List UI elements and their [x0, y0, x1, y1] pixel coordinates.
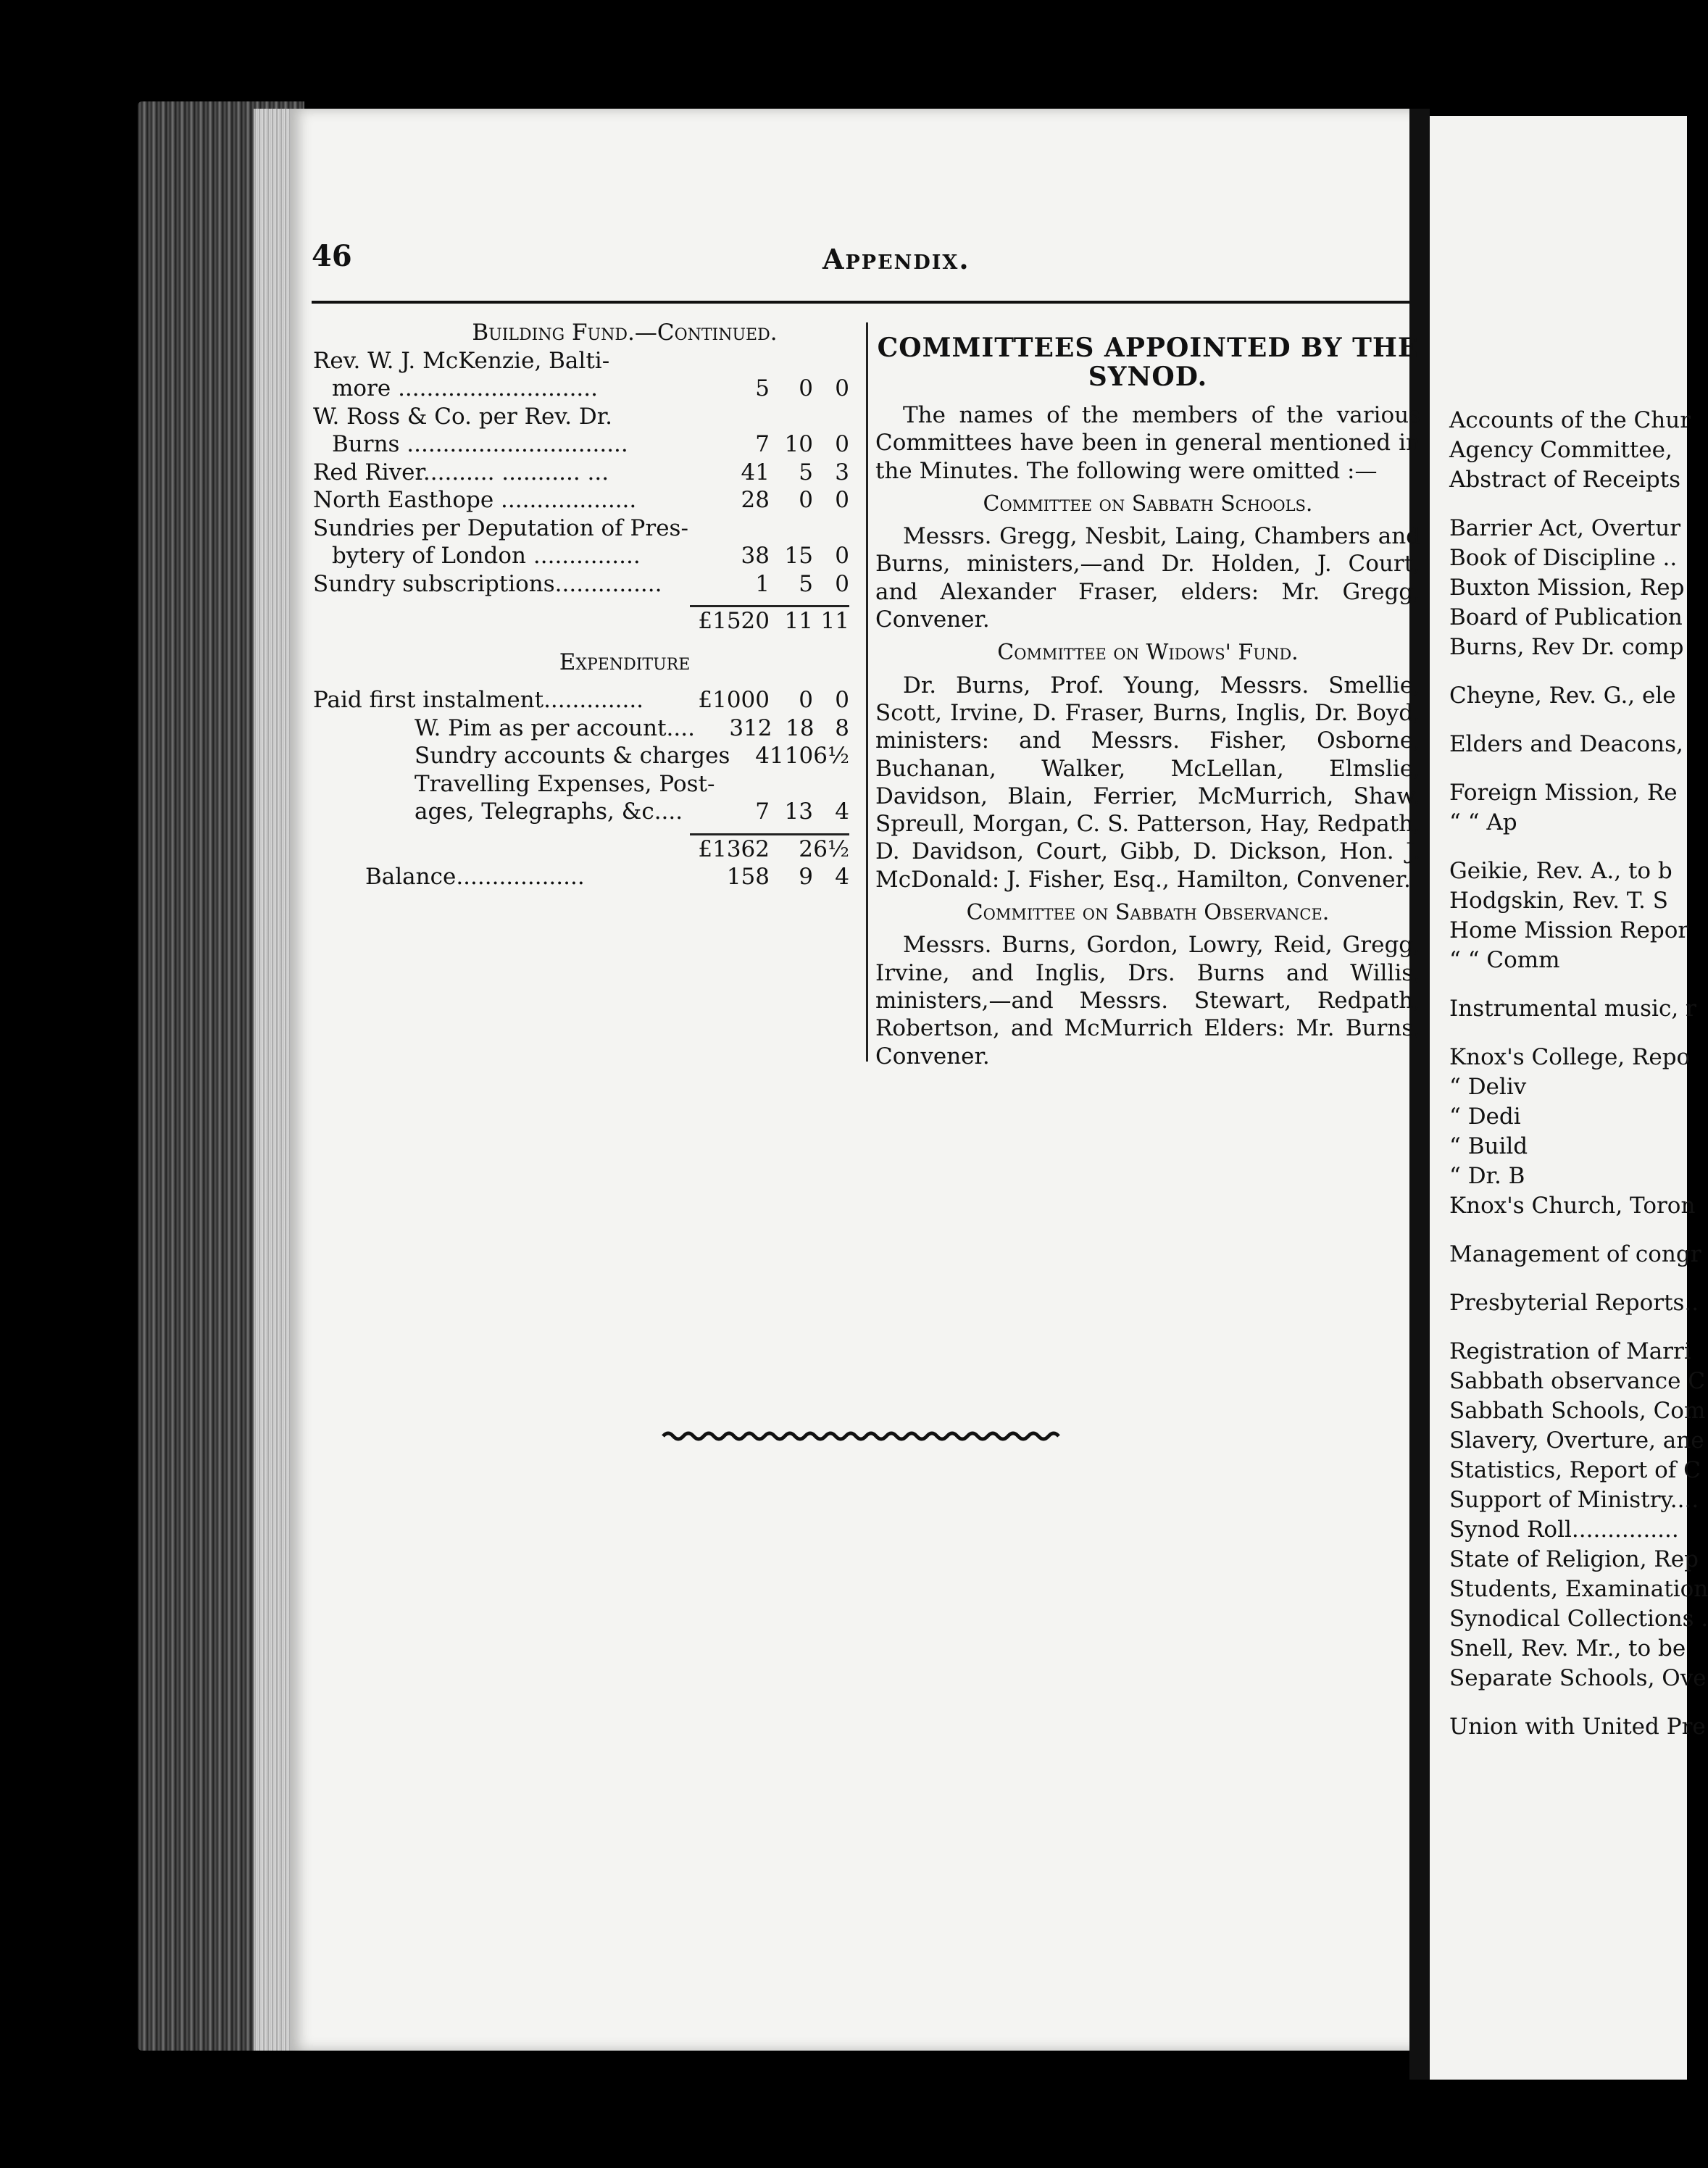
committee-members: Messrs. Gregg, Nesbit, Laing, Chambers and Burns, ministers,—and Dr. Holden, J. Court, and Alexander Fraser, elders: Mr. Gregg, Convener. — [875, 523, 1420, 633]
running-head: Appendix. — [822, 243, 970, 275]
ledger-shillings: 5 — [799, 459, 813, 485]
index-entry: Statistics, Report of C — [1449, 1457, 1701, 1483]
receipt-row — [313, 486, 849, 514]
ledger-description: more ............................ — [332, 375, 598, 401]
expenditure-heading: Expenditure — [559, 649, 691, 675]
ledger-description: Sundry subscriptions............... — [313, 570, 662, 597]
ledger-pence: 0 — [835, 570, 849, 597]
index-entry: Foreign Mission, Re — [1449, 780, 1678, 806]
ledger-pence: 3 — [835, 459, 849, 485]
total-shillings: 11 — [784, 608, 813, 634]
committee-members: Messrs. Burns, Gordon, Lowry, Reid, Gregg, Irvine, and Inglis, Drs. Burns and Willis, ministers,—and Messrs. Stewart, Redpath, Robertson, and McMurrich Elders: Mr. Burns, Convener. — [875, 932, 1420, 1070]
index-entry: Burns, Rev Dr. comp — [1449, 634, 1684, 660]
ledger-description: Burns ............................... — [332, 431, 628, 457]
ledger-shillings: 13 — [784, 799, 813, 825]
ledger-description: Travelling Expenses, Post- — [414, 770, 715, 797]
index-entry: State of Religion, Rep — [1449, 1546, 1699, 1572]
ledger-pounds: 41 — [741, 459, 770, 485]
column-rule — [866, 322, 868, 1062]
expenditure-total-shillings: 2 — [799, 835, 813, 862]
ledger-pence: 0 — [835, 431, 849, 457]
index-entry: “ Deliv — [1449, 1074, 1527, 1100]
index-entry: Management of congr — [1449, 1241, 1701, 1267]
expenditure-row — [313, 714, 849, 743]
ledger-description: North Easthope ................... — [313, 487, 637, 513]
index-entry: Synodical Collections . — [1449, 1606, 1708, 1632]
committees-title-line1: COMMITTEES APPOINTED BY THE — [877, 333, 1419, 363]
ledger-pence: 4 — [835, 799, 849, 825]
receipt-row — [313, 542, 849, 570]
index-entry: Separate Schools, Ove — [1449, 1665, 1707, 1691]
index-entry: Synod Roll............... — [1449, 1517, 1679, 1543]
ledger-pounds: 28 — [741, 487, 770, 513]
index-entry: Hodgskin, Rev. T. S — [1449, 888, 1668, 914]
ledger-pence: 0 — [835, 487, 849, 513]
index-entry: Board of Publication — [1449, 604, 1683, 630]
ledger-description: W. Pim as per account.... — [414, 714, 695, 741]
receipt-row — [313, 430, 849, 459]
ledger-shillings: 0 — [799, 487, 813, 513]
receipt-row — [313, 347, 849, 375]
index-gap — [1449, 759, 1708, 778]
ledger-pounds: 7 — [755, 431, 770, 457]
total-pence: 11 — [820, 608, 849, 634]
index-entry: Knox's Church, Toron — [1449, 1193, 1696, 1219]
index-entry: Elders and Deacons, — [1449, 731, 1683, 757]
ledger-pounds: 38 — [741, 543, 770, 569]
expenditure-list — [313, 686, 849, 826]
index-entry: Snell, Rev. Mr., to be — [1449, 1635, 1686, 1662]
committees-title-line2: SYNOD. — [1088, 362, 1208, 392]
ledger-pounds: 312 — [729, 714, 772, 741]
index-gap — [1449, 1221, 1708, 1240]
ledger-shillings: 10 — [784, 431, 813, 457]
ledger-description: ages, Telegraphs, &c.... — [414, 799, 683, 825]
ledger-pence: 0 — [835, 687, 849, 713]
receipt-row — [313, 459, 849, 487]
ledger-pounds: 5 — [755, 375, 770, 401]
index-entry: “ “ Ap — [1449, 809, 1517, 835]
index-gap — [1449, 662, 1708, 681]
ledger-pounds: 41 — [755, 743, 784, 769]
committee-heading: Committee on Sabbath Observance. — [966, 900, 1330, 926]
expenditure-row — [313, 686, 849, 714]
ledger-description: Paid first instalment.............. — [313, 687, 644, 713]
balance-label: Balance.................. — [365, 864, 585, 890]
expenditure-total-row — [313, 835, 849, 864]
ledger-description: Rev. W. J. McKenzie, Balti- — [313, 347, 610, 374]
index-entry: Support of Ministry.... — [1449, 1487, 1699, 1513]
index-entry: Sabbath Schools, Com — [1449, 1398, 1706, 1424]
ledger-shillings: 18 — [786, 714, 815, 741]
ledger-description: Red River.......... ........... ... — [313, 459, 609, 485]
index-entry: Instrumental music, r — [1449, 996, 1696, 1022]
committee-heading: Committee on Sabbath Schools. — [983, 491, 1313, 517]
index-entry: “ Build — [1449, 1133, 1528, 1159]
receipt-row — [313, 570, 849, 599]
committees-column — [875, 333, 1420, 1070]
index-entry: Geikie, Rev. A., to b — [1449, 858, 1672, 884]
ledger-description: Sundry accounts & charges — [414, 743, 730, 769]
ledger-pounds: 7 — [755, 799, 770, 825]
expenditure-total-pounds: £1362 — [698, 835, 770, 862]
index-gap — [1449, 495, 1708, 514]
index-gap — [1449, 711, 1708, 730]
receipt-row — [313, 403, 849, 431]
ledger-description: bytery of London ............... — [332, 543, 641, 569]
index-gap — [1449, 1024, 1708, 1043]
index-entry: Barrier Act, Overtur — [1449, 515, 1681, 541]
index-entry: Registration of Marri — [1449, 1338, 1691, 1364]
ledger-shillings: 15 — [784, 543, 813, 569]
ledger-pounds: 1 — [755, 570, 770, 597]
ledger-pence: 6½ — [813, 743, 849, 769]
index-entry: Presbyterial Reports.. — [1449, 1290, 1699, 1316]
index-entry: Cheyne, Rev. G., ele — [1449, 683, 1676, 709]
index-entry: Book of Discipline .. — [1449, 545, 1678, 571]
committee-heading: Committee on Widows' Fund. — [997, 640, 1299, 666]
receipts-list — [313, 347, 849, 599]
ledger-description: W. Ross & Co. per Rev. Dr. — [313, 403, 613, 430]
building-fund-column — [313, 319, 849, 891]
index-gap — [1449, 975, 1708, 994]
ledger-shillings: 0 — [799, 375, 813, 401]
index-entry: Buxton Mission, Rep — [1449, 575, 1685, 601]
ledger-pounds: £1000 — [698, 687, 770, 713]
ledger-description: Sundries per Deputation of Pres- — [313, 514, 688, 541]
receipt-row — [313, 514, 849, 543]
index-entry: “ “ Comm — [1449, 947, 1560, 973]
balance-row — [313, 863, 849, 891]
index-entry: Union with United Pre — [1449, 1714, 1706, 1740]
total-pounds: £1520 — [698, 608, 770, 634]
ledger-shillings: 10 — [784, 743, 814, 769]
ledger-shillings: 5 — [799, 570, 813, 597]
expenditure-total-pence: 6½ — [813, 835, 849, 862]
index-gap — [1449, 838, 1708, 856]
index-gap — [1449, 1269, 1708, 1288]
expenditure-row — [313, 798, 849, 826]
index-entry: Abstract of Receipts — [1449, 467, 1681, 493]
receipt-row — [313, 375, 849, 403]
balance-pounds: 158 — [726, 864, 770, 890]
balance-shillings: 9 — [799, 864, 813, 890]
committee-members: Dr. Burns, Prof. Young, Messrs. Smellie, Scott, Irvine, D. Fraser, Burns, Inglis, Dr. Boyd, ministers: and Messrs. Fisher, Osborne, Buchanan, Walker, McLellan, Elmslie, Davidson, Blain, Ferrier, McMurrich, Shaw, Spreull, Morgan, C. S. Patterson, Hay, Redpath, D. Davidson, Court, Gibb, D. Dickson, Hon. J. McDonald: J. Fisher, Esq., Hamilton, Convener. — [875, 672, 1420, 893]
index-entry: Home Mission Repor — [1449, 917, 1689, 943]
ornamental-rule — [663, 1427, 1062, 1445]
building-fund-heading: Building Fund.—Continued. — [472, 320, 778, 346]
index-entry: Sabbath observance C — [1449, 1368, 1705, 1394]
index-gap — [1449, 1318, 1708, 1337]
index-entry: “ Dr. B — [1449, 1163, 1525, 1189]
ledger-pence: 0 — [835, 375, 849, 401]
expenditure-row — [313, 770, 849, 799]
index-column — [1449, 406, 1708, 1742]
index-entry: “ Dedi — [1449, 1104, 1521, 1130]
committees-intro: The names of the members of the various Committees have been in general mentioned in the Minutes. The following were omitted :— — [875, 402, 1420, 484]
receipts-total-row — [313, 607, 849, 635]
index-entry: Knox's College, Repo — [1449, 1044, 1691, 1070]
committee-sections — [875, 491, 1420, 1070]
index-entry: Students, Examination — [1449, 1576, 1708, 1602]
page-number: 46 — [312, 239, 352, 273]
index-entry: Slavery, Overture, ane — [1449, 1427, 1704, 1454]
balance-pence: 4 — [835, 864, 849, 890]
index-entry: Accounts of the Chur — [1449, 407, 1691, 433]
ledger-pence: 8 — [835, 714, 849, 741]
index-entry: Agency Committee, — [1449, 437, 1672, 463]
header-rule — [312, 301, 1420, 304]
ledger-shillings: 0 — [799, 687, 813, 713]
index-gap — [1449, 1693, 1708, 1712]
ledger-pence: 0 — [835, 543, 849, 569]
expenditure-row — [313, 742, 849, 770]
